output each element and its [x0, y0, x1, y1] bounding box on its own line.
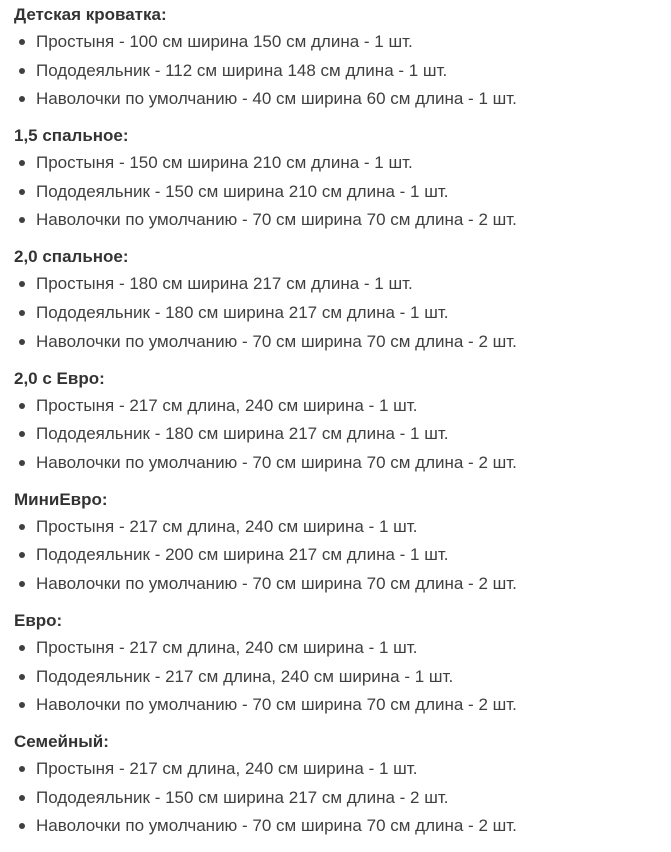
list-item	[14, 31, 671, 53]
bullet-icon	[19, 189, 25, 195]
list-item-text: Простыня - 100 см ширина 150 см длина - 1 шт.	[36, 32, 413, 51]
list-item	[14, 423, 671, 445]
bullet-icon	[19, 460, 25, 466]
bullet-icon	[19, 552, 25, 558]
section-heading: 2,0 с Евро:	[14, 368, 105, 388]
size-section	[14, 4, 671, 110]
list-item-text: Наволочки по умолчанию - 70 см ширина 70 см длина - 2 шт.	[36, 331, 517, 351]
list-item-text: Пододеяльник - 150 см ширина 210 см длина - 1 шт.	[36, 181, 449, 201]
list-item	[14, 694, 671, 716]
item-list	[14, 516, 671, 595]
section-heading: Семейный:	[14, 732, 109, 752]
bullet-icon	[19, 795, 25, 801]
size-section	[14, 731, 671, 837]
list-item	[14, 452, 671, 474]
item-list	[14, 395, 671, 474]
list-item	[14, 60, 671, 82]
size-section	[14, 610, 671, 716]
bullet-icon	[19, 823, 25, 829]
section-heading: 2,0 спальное:	[14, 247, 129, 267]
bullet-icon	[19, 310, 25, 316]
list-item	[14, 88, 671, 110]
bullet-icon	[19, 339, 25, 345]
list-item	[14, 302, 671, 324]
bullet-icon	[19, 645, 25, 651]
list-item-text: Наволочки по умолчанию - 70 см ширина 70 см длина - 2 шт.	[36, 816, 517, 836]
list-item	[14, 815, 671, 837]
bullet-icon	[19, 39, 25, 45]
bullet-icon	[19, 403, 25, 409]
bullet-icon	[19, 766, 25, 772]
item-list	[14, 758, 671, 837]
section-heading: МиниЕвро:	[14, 489, 108, 509]
list-item	[14, 516, 671, 538]
bullet-icon	[19, 431, 25, 437]
bullet-icon	[19, 524, 25, 530]
bullet-icon	[19, 702, 25, 708]
list-item	[14, 666, 671, 688]
list-item	[14, 181, 671, 203]
list-item-text: Пододеяльник - 180 см ширина 217 см длина - 1 шт.	[36, 424, 449, 444]
list-item-text: Наволочки по умолчанию - 40 см ширина 60 см длина - 1 шт.	[36, 89, 517, 109]
list-item-text: Пододеяльник - 112 см ширина 148 см длина - 1 шт.	[36, 60, 448, 80]
list-item-text: Пододеяльник - 217 см длина, 240 см ширина - 1 шт.	[36, 666, 454, 686]
size-section	[14, 125, 671, 231]
bullet-icon	[19, 160, 25, 166]
list-item-text: Пододеяльник - 150 см ширина 217 см длина - 2 шт.	[36, 787, 449, 807]
list-item	[14, 152, 671, 174]
size-section	[14, 246, 671, 352]
item-list	[14, 637, 671, 716]
list-item-text: Пододеяльник - 200 см ширина 217 см длина - 1 шт.	[36, 545, 449, 565]
section-heading: Детская кроватка:	[14, 5, 167, 24]
section-heading: 1,5 спальное:	[14, 126, 129, 146]
list-item-text: Простыня - 150 см ширина 210 см длина - 1 шт.	[36, 153, 413, 173]
list-item	[14, 787, 671, 809]
item-list	[14, 31, 671, 110]
item-list	[14, 152, 671, 231]
list-item-text: Наволочки по умолчанию - 70 см ширина 70 см длина - 2 шт.	[36, 452, 517, 472]
list-item	[14, 573, 671, 595]
list-item-text: Наволочки по умолчанию - 70 см ширина 70 см длина - 2 шт.	[36, 210, 517, 230]
list-item	[14, 395, 671, 417]
size-section	[14, 368, 671, 474]
list-item	[14, 758, 671, 780]
list-item-text: Наволочки по умолчанию - 70 см ширина 70 см длина - 2 шт.	[36, 695, 517, 715]
bullet-icon	[19, 68, 25, 74]
bullet-icon	[19, 581, 25, 587]
section-heading: Евро:	[14, 610, 63, 630]
list-item-text: Простыня - 217 см длина, 240 см ширина - 1 шт.	[36, 516, 418, 536]
list-item-text: Наволочки по умолчанию - 70 см ширина 70 см длина - 2 шт.	[36, 573, 517, 593]
list-item	[14, 544, 671, 566]
list-item	[14, 273, 671, 295]
list-item	[14, 331, 671, 353]
bullet-icon	[19, 281, 25, 287]
list-item	[14, 209, 671, 231]
list-item	[14, 637, 671, 659]
bullet-icon	[19, 674, 25, 680]
bullet-icon	[19, 217, 25, 223]
size-section	[14, 489, 671, 595]
list-item-text: Простыня - 217 см длина, 240 см ширина - 1 шт.	[36, 637, 418, 657]
bullet-icon	[19, 96, 25, 102]
list-item-text: Пододеяльник - 180 см ширина 217 см длина - 1 шт.	[36, 302, 449, 322]
list-item-text: Простыня - 217 см длина, 240 см ширина - 1 шт.	[36, 759, 418, 779]
list-item-text: Простыня - 217 см длина, 240 см ширина - 1 шт.	[36, 395, 418, 415]
list-item-text: Простыня - 180 см ширина 217 см длина - 1 шт.	[36, 274, 413, 294]
item-list	[14, 273, 671, 352]
